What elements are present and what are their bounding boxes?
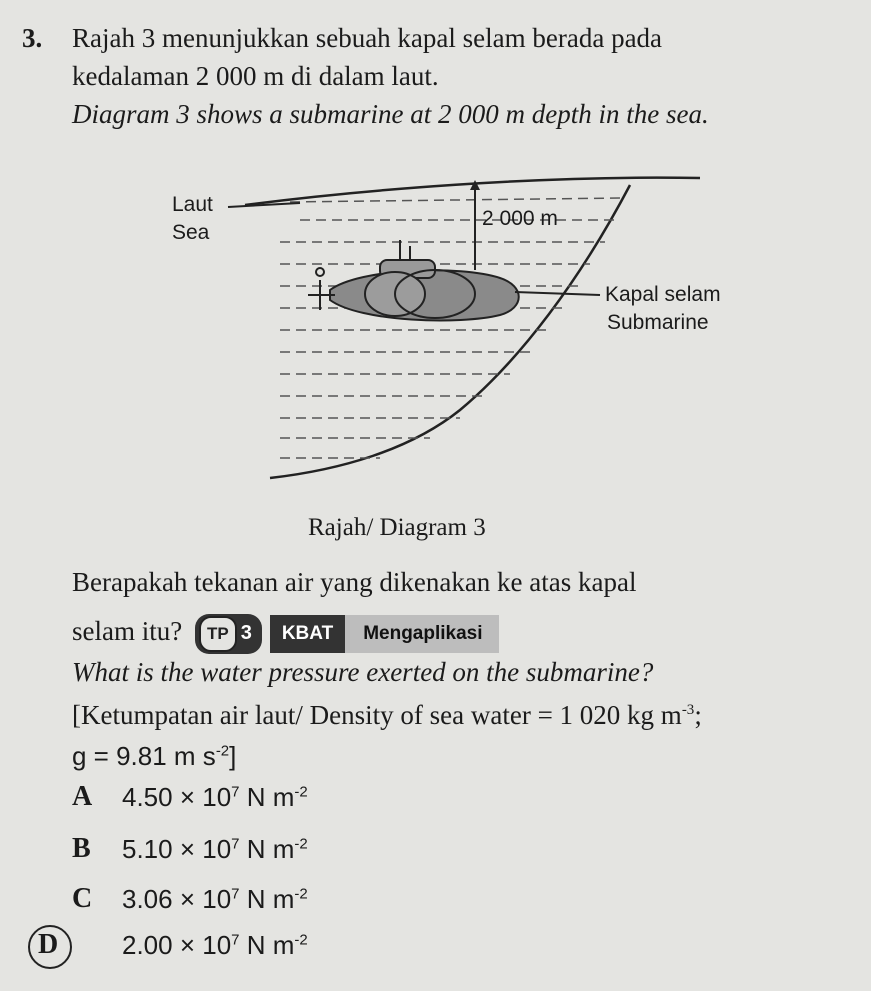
- label-kapal-selam: Kapal selam: [605, 283, 721, 306]
- label-sea: Sea: [172, 221, 210, 244]
- option-b-value[interactable]: $5.10 \times 10^7$ N $m^{-2}$: [122, 834, 308, 864]
- option-d-value[interactable]: $2.00 \times 10^7$ N $m^{-2}$: [122, 930, 308, 960]
- question-text-ms-1: Rajah 3 menunjukkan sebuah kapal selam berada pada: [72, 23, 663, 53]
- option-a-value[interactable]: $4.50 \times 10^7$ N $m^{-2}$: [122, 782, 308, 812]
- kbat-badge: KBAT: [270, 615, 345, 653]
- seabed-line: [270, 185, 630, 478]
- option-c-value[interactable]: $3.06 \times 10^7$ N $m^{-2}$: [122, 884, 308, 914]
- question-number: 3.: [22, 23, 43, 53]
- tp-badge: [195, 614, 262, 654]
- tp-level: 3: [240, 622, 252, 644]
- given-line-1: [Ketumpatan air laut/ Density of sea water = 1 020 kg $m^{-3}$;: [72, 700, 702, 730]
- submarine-leader-line: [515, 292, 600, 295]
- question-text-ms-2: kedalaman 2 000 m di dalam laut.: [72, 61, 439, 91]
- label-laut: Laut: [172, 193, 213, 216]
- prompt-ms-2-row: [72, 614, 499, 654]
- prompt-ms-2: selam itu?: [72, 616, 183, 647]
- label-submarine: Submarine: [607, 311, 709, 334]
- option-d-letter[interactable]: D: [38, 929, 59, 960]
- skill-badge: Mengaplikasi: [345, 615, 498, 653]
- sea-surface-line: [245, 178, 700, 205]
- given-line-2: g = 9.81 m $s^{-2}$]: [72, 741, 237, 771]
- option-b-letter[interactable]: B: [72, 833, 91, 864]
- tp-label: TP: [199, 616, 237, 652]
- diagram-caption: Rajah/ Diagram 3: [308, 514, 486, 541]
- submarine: [308, 240, 519, 320]
- prompt-ms-1: Berapakah tekanan air yang dikenakan ke atas kapal: [72, 567, 637, 597]
- question-text-en: Diagram 3 shows a submarine at 2 000 m depth in the sea.: [72, 99, 709, 129]
- prompt-en: What is the water pressure exerted on the submarine?: [72, 657, 654, 687]
- option-c-letter[interactable]: C: [72, 883, 93, 914]
- label-depth: 2 000 m: [482, 207, 558, 230]
- depth-arrow-head: [470, 180, 480, 190]
- option-a-letter[interactable]: A: [72, 781, 93, 812]
